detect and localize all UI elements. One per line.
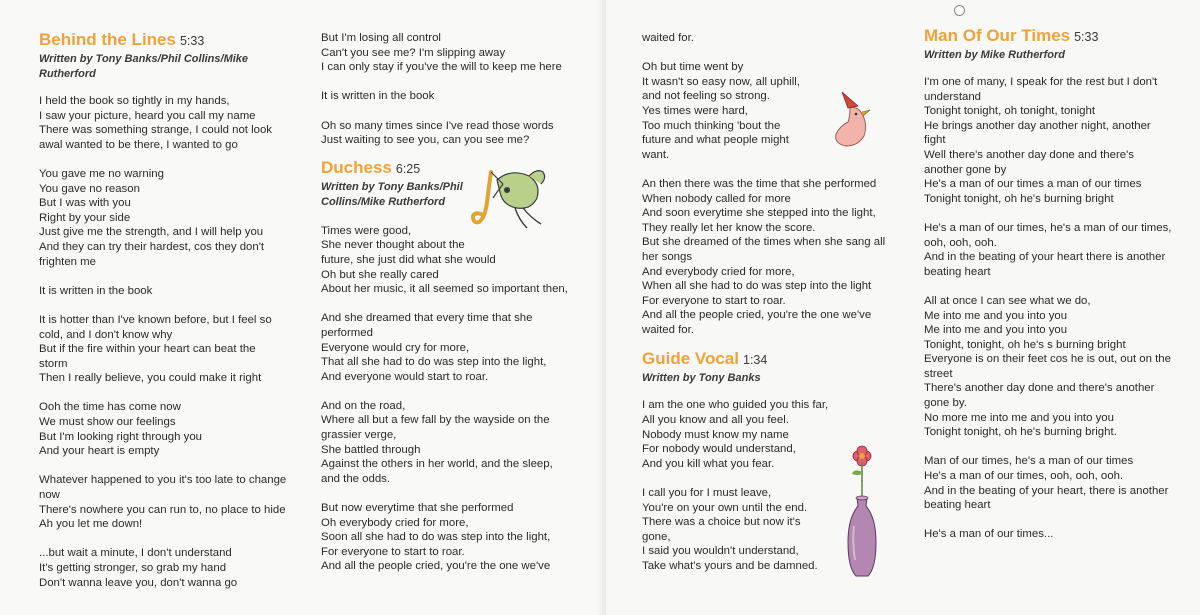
lyric-line: understand xyxy=(924,90,981,103)
lyric-line: frighten me xyxy=(39,255,96,268)
bird-icon xyxy=(828,88,880,150)
lyric-line: Oh so many times since I've read those words xyxy=(321,119,554,132)
stanza xyxy=(321,501,583,574)
lyric-line: future and what people might xyxy=(642,134,789,147)
lyric-line: grassier verge, xyxy=(321,429,397,442)
song-title xyxy=(642,349,898,370)
stanza xyxy=(39,473,301,531)
lyric-line: ...but wait a minute, I don't understand xyxy=(39,547,232,560)
lyric-line: It wasn't so easy now, all uphill, xyxy=(642,75,800,88)
lyric-line: And everybody cried for more, xyxy=(642,265,795,278)
lyric-line: But I was with you xyxy=(39,197,131,210)
lyric-line: I am the one who guided you this far, xyxy=(642,399,829,412)
stanza xyxy=(924,75,1186,206)
lyric-line: gone, xyxy=(642,530,671,543)
lyric-line: and the odds. xyxy=(321,472,391,485)
stanza xyxy=(924,221,1186,279)
bird-illustration xyxy=(828,88,880,150)
lyrics xyxy=(321,224,583,574)
lyric-line: And in the beating of your heart there is another xyxy=(924,251,1166,264)
lyric-line: ooh, ooh, ooh. xyxy=(924,236,997,249)
lyric-line: You gave no reason xyxy=(39,182,140,195)
lyric-line: All at once I can see what we do, xyxy=(924,294,1091,307)
lyric-line: For everyone to start to roar. xyxy=(321,545,465,558)
lyric-line: He's a man of our times... xyxy=(924,528,1054,541)
lyric-line: beating heart xyxy=(924,499,991,512)
lyric-line: About her music, it all seemed so important then, xyxy=(321,283,568,296)
lyric-line: Just waiting to see you, can you see me? xyxy=(321,134,530,147)
lyric-line: I saw your picture, heard you call my name xyxy=(39,109,256,122)
lyric-line: And all the people cried, you're the one we've xyxy=(642,309,872,322)
vase-icon xyxy=(842,442,882,582)
lyric-line: And on the road, xyxy=(321,399,406,412)
lyric-line: Tonight, tonight, oh he's s burning bright xyxy=(924,338,1126,351)
saxophonist-icon xyxy=(467,162,552,237)
stanza xyxy=(39,400,301,458)
lyric-line: And all the people cried, you're the one we've xyxy=(321,560,551,573)
lyric-line: There was something strange, I could not look xyxy=(39,124,273,137)
lyric-line: We must show our feelings xyxy=(39,416,176,429)
stanza xyxy=(321,119,583,148)
credit-line: Collins/Mike Rutherford xyxy=(321,195,446,208)
stanza xyxy=(39,284,301,299)
lyric-line: He's a man of our times, ooh, ooh, ooh. xyxy=(924,470,1124,483)
lyric-line: waited for. xyxy=(642,32,694,44)
lyric-line: gone by. xyxy=(924,397,967,410)
lyric-line: And soon everytime she stepped into the light, xyxy=(642,207,876,220)
lyric-line: She battled through xyxy=(321,443,421,456)
song-credit: Written by Tony Banks xyxy=(642,372,761,385)
lyric-line: Can't you see me? I'm slipping away xyxy=(321,46,506,59)
lyric-line: He brings another day another night, another xyxy=(924,119,1151,132)
lyric-line: There was a choice but now it's xyxy=(642,516,801,529)
lyric-line: now xyxy=(39,489,60,502)
lyric-line: Ooh the time has come now xyxy=(39,401,181,414)
lyric-line: And everyone would start to roar. xyxy=(321,370,489,383)
lyric-line: storm xyxy=(39,357,68,370)
lyric-line: Ah you let me down! xyxy=(39,518,143,531)
column-duchess xyxy=(321,31,583,589)
lyric-line: want. xyxy=(642,148,670,161)
saxophonist-illustration xyxy=(467,162,552,237)
lyrics xyxy=(39,94,301,590)
lyric-line: No more me into me and you into you xyxy=(924,411,1114,424)
lyric-line: Nobody must know my name xyxy=(642,428,789,441)
lyric-line: Tonight tonight, oh he's burning bright. xyxy=(924,426,1117,439)
lyric-line: And they can try their hardest, cos they don't xyxy=(39,240,265,253)
lyric-line: Man of our times, he's a man of our times xyxy=(924,455,1134,468)
stanza xyxy=(321,31,583,75)
lyric-line: Tonight tonight, oh he's burning bright xyxy=(924,192,1114,205)
lyric-line: But I'm looking right through you xyxy=(39,430,203,443)
lyric-line: It is hotter than I've known before, but I feel so xyxy=(39,313,272,326)
lyric-line: Times were good, xyxy=(321,224,412,237)
lyric-line: awal wanted to be there, I wanted to go xyxy=(39,138,238,151)
song-title xyxy=(924,26,1186,47)
lyrics-continued xyxy=(321,31,583,148)
lyric-line: It is written in the book xyxy=(321,90,435,103)
lyric-line: Yes times were hard, xyxy=(642,104,748,117)
stanza xyxy=(321,311,583,384)
lyric-line: When nobody called for more xyxy=(642,192,791,205)
lyric-line: He's a man of our times a man of our times xyxy=(924,178,1142,191)
song-duration: 5:33 xyxy=(179,34,205,48)
lyric-line: It is written in the book xyxy=(39,284,153,297)
lyric-line: Well there's another day done and there's xyxy=(924,148,1134,161)
lyric-line: her songs xyxy=(642,250,693,263)
song-credit: Written by Tony Banks/Phil Collins/Mike Rutherford xyxy=(39,53,249,80)
lyric-line: I can only stay if you've the will to keep me here xyxy=(321,61,562,74)
column-man-of-our-times xyxy=(924,26,1186,557)
lyric-line: Right by your side xyxy=(39,211,131,224)
lyric-line: But if the fire within your heart can beat the xyxy=(39,343,256,356)
stanza xyxy=(39,313,301,386)
lyric-line: Oh but she really cared xyxy=(321,268,439,281)
lyric-line: I held the book so tightly in my hands, xyxy=(39,95,230,107)
song-duration: 1:34 xyxy=(743,353,768,368)
lyric-line: Tonight tonight, oh tonight, tonight xyxy=(924,105,1095,118)
lyric-line: fight xyxy=(924,134,946,147)
lyric-line: But now everytime that she performed xyxy=(321,502,514,515)
lyric-line: He's a man of our times, he's a man of our times, xyxy=(924,221,1172,234)
stanza xyxy=(642,177,898,338)
lyric-line: performed xyxy=(321,326,373,339)
lyric-line: Too much thinking 'bout the xyxy=(642,119,781,132)
song-title xyxy=(39,30,301,51)
lyric-line: She never thought about the xyxy=(321,239,465,252)
lyric-line: It's getting stronger, so grab my hand xyxy=(39,562,227,574)
lyric-line: I call you for I must leave, xyxy=(642,487,772,500)
stanza xyxy=(321,399,583,487)
lyric-line: That all she had to do was step into the light, xyxy=(321,356,547,369)
lyric-line: Me into me and you into you xyxy=(924,324,1068,337)
lyric-line: Don't wanna leave you, don't wanna go xyxy=(39,576,238,589)
lyric-line: Where all but a few fall by the wayside on the xyxy=(321,414,550,427)
lyric-line: Soon all she had to do was step into the light, xyxy=(321,531,551,544)
lyric-line: For everyone to start to roar. xyxy=(642,294,786,307)
stanza xyxy=(924,454,1186,512)
lyric-line: And she dreamed that every time that she xyxy=(321,312,533,325)
lyric-line: future, she just did what she would xyxy=(321,253,496,266)
lyric-line: Whatever happened to you it's too late to change xyxy=(39,474,287,487)
lyric-line: But I'm losing all control xyxy=(321,32,441,44)
song-title-text: Duchess xyxy=(321,157,392,177)
lyric-line: There's another day done and there's another xyxy=(924,382,1155,395)
lyric-line: street xyxy=(924,367,953,380)
song-duration: 5:33 xyxy=(1074,30,1099,44)
stanza xyxy=(642,31,898,46)
credit-line: Written by Tony Banks/Phil xyxy=(321,180,463,193)
lyric-line: Against the others in her world, and the sleep, xyxy=(321,458,553,471)
lyric-line: All you know and all you feel. xyxy=(642,414,789,427)
song-title-text: Man Of Our Times xyxy=(924,26,1071,45)
lyrics-continued xyxy=(642,31,898,337)
lyric-line: But she dreamed of the times when she sang all xyxy=(642,236,886,249)
lyric-line: When all she had to do was step into the light xyxy=(642,280,872,293)
lyric-line: beating heart xyxy=(924,265,991,278)
lyric-line: Me into me and you into you xyxy=(924,309,1068,322)
song-title-text: Guide Vocal xyxy=(642,349,739,369)
lyric-line: Everyone would cry for more, xyxy=(321,341,470,354)
lyric-line: waited for. xyxy=(642,323,694,336)
lyric-line: I'm one of many, I speak for the rest but I don't xyxy=(924,76,1158,88)
lyric-line: And you kill what you fear. xyxy=(642,457,775,470)
lyric-line: For nobody would understand, xyxy=(642,443,796,456)
lyric-line: They really let her know the score. xyxy=(642,221,816,234)
lyric-line: Oh but time went by xyxy=(642,61,744,74)
lyric-line: You gave me no warning xyxy=(39,167,164,180)
song-title-text: Behind the Lines xyxy=(39,30,176,49)
lyric-line: cold, and I don't know why xyxy=(39,328,173,341)
stanza xyxy=(924,527,1186,542)
stanza xyxy=(321,89,583,104)
lyric-line: and not feeling so strong. xyxy=(642,90,770,103)
stanza xyxy=(39,546,301,590)
lyric-line: Just give me the strength, and I will help you xyxy=(39,226,264,239)
lyric-line: Oh everybody cried for more, xyxy=(321,516,469,529)
lyric-line: And in the beating of your heart, there is another xyxy=(924,484,1169,497)
lyric-line: You're on your own until the end. xyxy=(642,501,808,514)
lyric-line: And your heart is empty xyxy=(39,445,160,458)
lyric-line: Everyone is on their feet cos he is out, out on the xyxy=(924,353,1171,366)
lyric-line: There's nowhere you can run to, no place to hide xyxy=(39,503,286,516)
stanza xyxy=(39,94,301,152)
song-duration: 6:25 xyxy=(395,161,421,176)
stanza xyxy=(924,294,1186,440)
stanza xyxy=(39,167,301,269)
punch-hole xyxy=(954,5,965,16)
vase-with-flower-illustration xyxy=(842,442,882,582)
lyric-line: An then there was the time that she performed xyxy=(642,177,877,190)
lyric-line: another gone by xyxy=(924,163,1007,176)
lyric-line: Then I really believe, you could make it right xyxy=(39,372,262,385)
lyric-line: Take what's yours and be damned. xyxy=(642,560,818,572)
column-behind-the-lines xyxy=(39,30,301,605)
lyric-line: I said you wouldn't understand, xyxy=(642,545,799,558)
lyrics xyxy=(924,75,1186,542)
right-page xyxy=(606,0,1200,615)
song-credit: Written by Mike Rutherford xyxy=(924,49,1065,61)
